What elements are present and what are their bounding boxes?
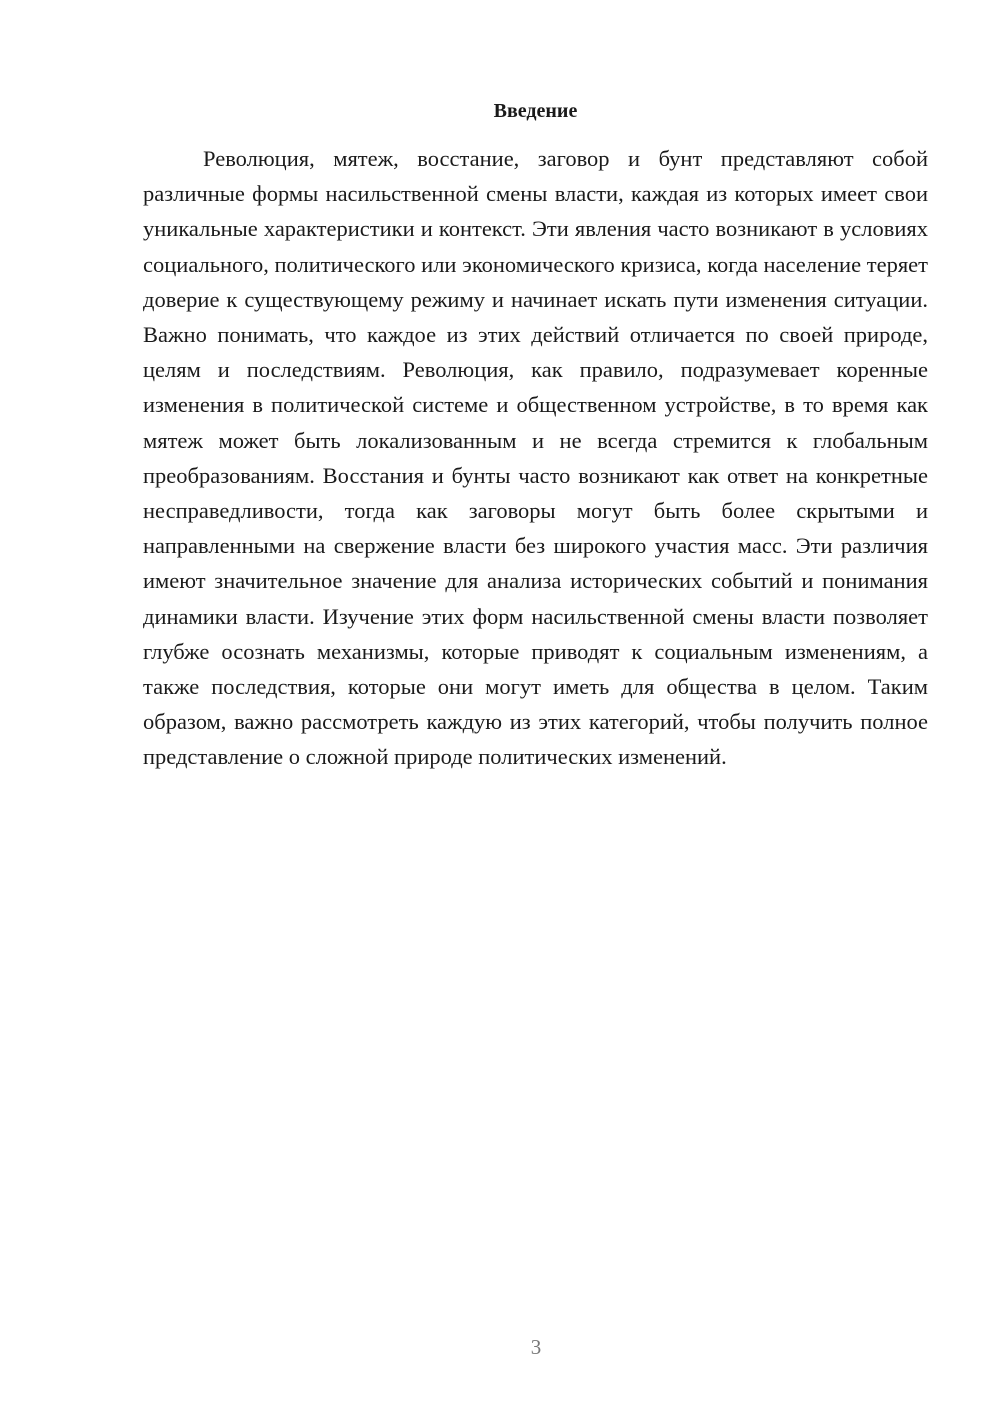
page-number: 3: [530, 1335, 542, 1359]
section-heading: Введение: [493, 100, 578, 122]
body-paragraph: Революция, мятеж, восстание, заговор и бунт представляют собой различные формы насильственной смены власти, каждая из которых имеет свои уникальные характеристики и контекст. Эти явления часто возникают в условиях социального, политического или экономического кризиса, когда население теряет доверие к существующему режиму и начинает искать пути изменения ситуации. Важно понимать, что каждое из этих действий отличается по своей природе, целям и последствиям. Революция, как правило, подразумевает коренные изменения в политической системе и общественном устройстве, в то время как мятеж может быть локализованным и не всегда стремится к глобальным преобразованиям. Восстания и бунты часто возникают как ответ на конкретные несправедливости, тогда как заговоры могут быть более скрытыми и направленными на свержение власти без широкого участия масс. Эти различия имеют значительное значение для анализа исторических событий и понимания динамики власти. Изучение этих форм насильственной смены власти позволяет глубже осознать механизмы, которые приводят к социальным изменениям, а также последствия, которые они могут иметь для общества в целом. Таким образом, важно рассмотреть каждую из этих категорий, чтобы получить полное представление о сложной природе политических изменений.: [143, 146, 928, 770]
